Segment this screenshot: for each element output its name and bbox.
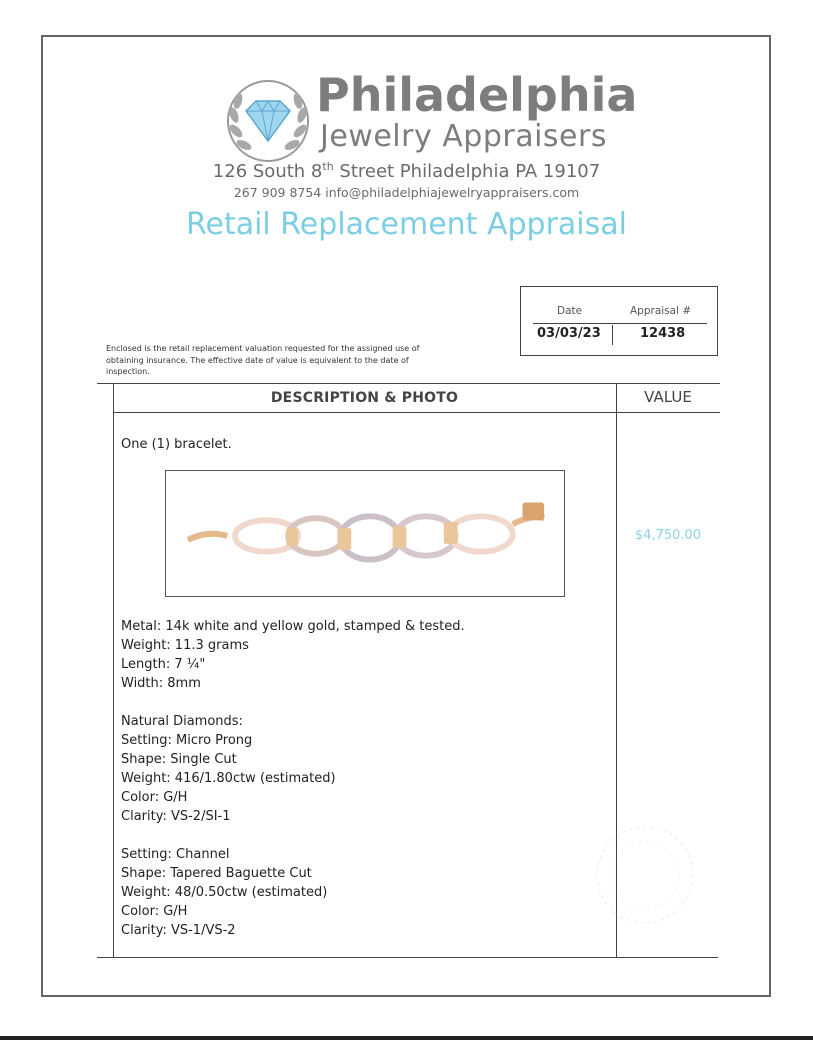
detail-line: Setting: Channel	[121, 847, 230, 862]
detail-line: Weight: 48/0.50ctw (estimated)	[121, 885, 328, 900]
table-bottom-rule	[97, 957, 718, 958]
item-description: One (1) bracelet.	[121, 437, 232, 452]
appraised-value: $4,750.00	[634, 528, 702, 543]
detail-line: Clarity: VS-2/SI-1	[121, 809, 231, 824]
date-appraisal-box	[520, 286, 718, 356]
box-divider	[533, 323, 707, 324]
detail-line: Length: 7 ¼"	[121, 657, 206, 672]
detail-line: Setting: Micro Prong	[121, 733, 253, 748]
detail-line: Weight: 416/1.80ctw (estimated)	[121, 771, 336, 786]
table-top-rule	[97, 383, 720, 384]
detail-line: Natural Diamonds:	[121, 714, 243, 729]
detail-line: Clarity: VS-1/VS-2	[121, 923, 236, 938]
column-header-value: VALUE	[644, 388, 692, 406]
detail-line: Shape: Single Cut	[121, 752, 237, 767]
address-street-number: 126 South 8	[212, 161, 323, 182]
detail-line: Color: G/H	[121, 904, 188, 919]
address-street-rest: Street Philadelphia PA 19107	[333, 161, 601, 182]
intro-statement: Enclosed is the retail replacement valuation requested for the assigned use of obtaining insurance. The effective date of value is equivalent to the date of inspection.	[106, 344, 420, 376]
brand-subtitle: Jewelry Appraisers	[320, 119, 607, 154]
contact-line: 267 909 8754 info@philadelphiajewelryappraisers.com	[233, 185, 580, 200]
embossed-seal-icon	[590, 820, 700, 930]
document-title: Retail Replacement Appraisal	[186, 207, 627, 242]
address	[0, 160, 813, 182]
detail-line: Color: G/H	[121, 790, 188, 805]
detail-line: Metal: 14k white and yellow gold, stamped & tested.	[121, 619, 465, 634]
bottom-scan-edge	[0, 1036, 813, 1040]
diamond-laurel-logo-icon	[222, 75, 314, 167]
address-ordinal-suffix: th	[322, 160, 334, 173]
detail-line: Weight: 11.3 grams	[121, 638, 249, 653]
detail-line: Width: 8mm	[121, 676, 201, 691]
date-label: Date	[557, 305, 583, 317]
detail-line: Shape: Tapered Baguette Cut	[121, 866, 312, 881]
item-details	[121, 617, 465, 940]
appraisal-number-value: 12438	[640, 326, 686, 341]
bracelet-photo	[165, 470, 565, 597]
table-header-rule	[113, 412, 720, 413]
appraisal-number-label: Appraisal #	[630, 305, 692, 317]
table-left-border	[113, 383, 114, 957]
column-header-description: DESCRIPTION & PHOTO	[270, 390, 459, 406]
brand-name: Philadelphia	[316, 68, 638, 122]
box-column-divider	[612, 325, 613, 345]
date-value: 03/03/23	[537, 326, 601, 341]
